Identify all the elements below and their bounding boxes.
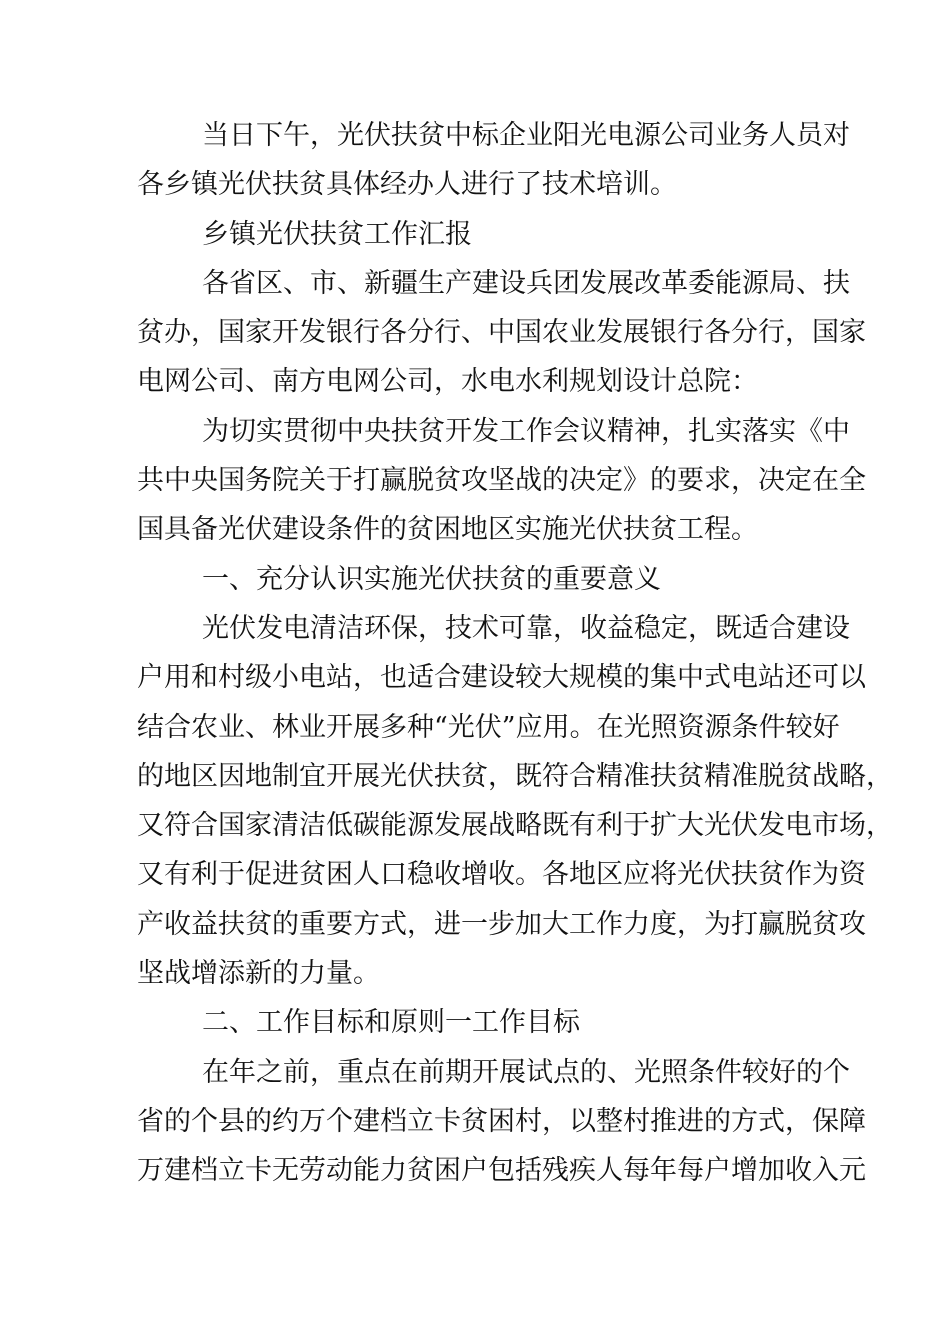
text-line: 光伏发电清洁环保，技术可靠，收益稳定，既适合建设 (202, 612, 850, 644)
text-line: 共中央国务院关于打赢脱贫攻坚战的决定》的要求，决定在全 (137, 465, 866, 497)
text-line: 产收益扶贫的重要方式，进一步加大工作力度，为打赢脱贫攻 (137, 908, 866, 940)
text-line: 各省区、市、新疆生产建设兵团发展改革委能源局、扶 (202, 267, 850, 299)
text-line: 又有利于促进贫困人口稳收增收。各地区应将光伏扶贫作为资 (137, 859, 866, 891)
text-line: 国具备光伏建设条件的贫困地区实施光伏扶贫工程。 (137, 514, 758, 546)
text-line: 的地区因地制宜开展光伏扶贫，既符合精准扶贫精准脱贫战略， (137, 760, 893, 792)
text-line: 又符合国家清洁低碳能源发展战略既有利于扩大光伏发电市场， (137, 810, 893, 842)
text-line: 万建档立卡无劳动能力贫困户包括残疾人每年每户增加收入元 (137, 1155, 866, 1187)
section-heading: 乡镇光伏扶贫工作汇报 (202, 218, 472, 250)
text-line: 省的个县的约万个建档立卡贫困村，以整村推进的方式，保障 (137, 1105, 866, 1137)
text-line: 贫办，国家开发银行各分行、中国农业发展银行各分行，国家 (137, 317, 866, 349)
document-body (137, 111, 893, 1196)
text-line: 在年之前，重点在前期开展试点的、光照条件较好的个 (202, 1056, 850, 1088)
section-heading: 二、工作目标和原则一工作目标 (202, 1007, 580, 1039)
text-line: 当日下午，光伏扶贫中标企业阳光电源公司业务人员对 (202, 120, 850, 151)
text-line: 为切实贯彻中央扶贫开发工作会议精神，扎实落实《中 (202, 415, 850, 447)
text-line: 电网公司、南方电网公司，水电水利规划设计总院： (137, 366, 758, 398)
text-line: 各乡镇光伏扶贫具体经办人进行了技术培训。 (137, 169, 677, 201)
text-line: 坚战增添新的力量。 (137, 958, 380, 990)
section-heading: 一、充分认识实施光伏扶贫的重要意义 (202, 563, 661, 595)
text-line: 结合农业、林业开展多种“光伏”应用。在光照资源条件较好 (137, 711, 840, 743)
text-line: 户用和村级小电站，也适合建设较大规模的集中式电站还可以 (137, 662, 866, 694)
